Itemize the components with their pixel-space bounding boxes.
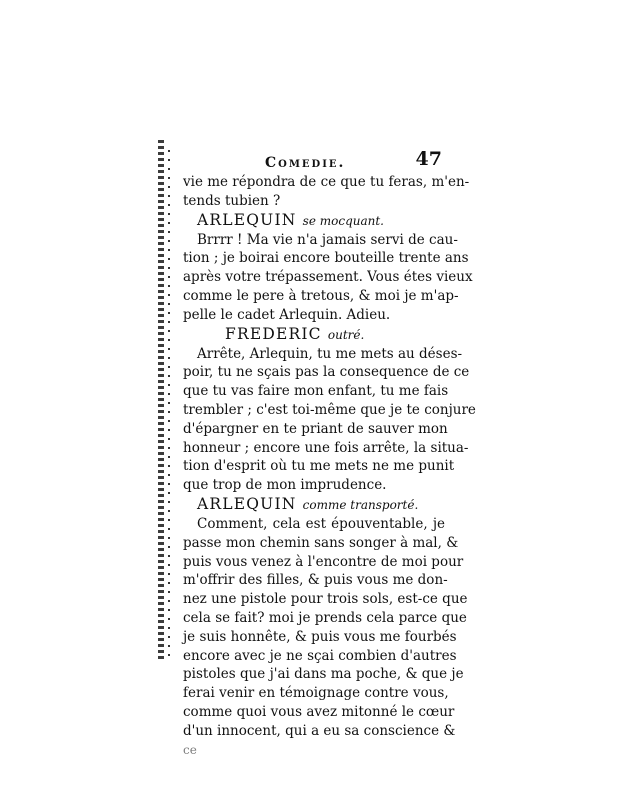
text-line: m'offrir des filles, & puis vous me don- [183, 572, 448, 589]
text-line: je suis honnête, & puis vous me fourbés [183, 628, 457, 645]
text-line: Arrête, Arlequin, tu me mets au déses- [197, 345, 463, 362]
stage-direction: outré. [327, 327, 365, 342]
text-line: tends tubien ? [183, 192, 281, 209]
text-line: Brrrr ! Ma vie n'a jamais servi de cau- [197, 231, 458, 248]
text-line: honneur ; encore une fois arrête, la situa- [183, 439, 469, 456]
text-line: vie me répondra de ce que tu feras, m'en- [183, 174, 470, 190]
text-line: après votre trépassement. Vous étes vieux [183, 269, 473, 286]
stage-direction: comme transporté. [302, 497, 419, 512]
text-line: tion d'esprit où tu me mets ne me punit [183, 458, 455, 475]
text-line: nez une pistole pour trois sols, est-ce que [183, 591, 468, 608]
text-line: cela se fait? moi je prends cela parce que [183, 609, 467, 626]
text-line: comme le pere à tretous, & moi je m'ap- [183, 287, 459, 304]
text-line: pistoles que j'ai dans ma poche, & que je [183, 666, 464, 683]
text-line: encore avec je ne sçai combien d'autres [183, 647, 457, 664]
speaker-heading-arlequin [183, 211, 445, 231]
text-line: que trop de mon imprudence. [183, 477, 387, 494]
text-line: comme quoi vous avez mitonné le cœur [183, 703, 455, 720]
text-line: puis vous venez à l'encontre de moi pour [183, 553, 464, 570]
binding-stitch-marks [168, 150, 170, 660]
speaker-name: ARLEQUIN [197, 210, 297, 229]
page-number: 47 [415, 148, 442, 170]
stage-direction: se mocquant. [302, 213, 384, 228]
text-line: tion ; je boirai encore bouteille trente ans [183, 250, 469, 267]
catchword: ce [183, 742, 197, 757]
running-title: Comedie. [265, 155, 346, 171]
text-line: d'épargner en te priant de sauver mon [183, 420, 448, 437]
text-line: d'un innocent, qui a eu sa conscience & [183, 722, 456, 739]
text-line: trembler ; c'est toi-même que je te conjure [183, 401, 476, 418]
book-binding-edge [158, 140, 164, 660]
text-line: que tu vas faire mon enfant, tu me fais [183, 383, 449, 400]
text-line: poir, tu ne sçais pas la consequence de ce [183, 364, 470, 381]
speaker-heading-frederic [183, 325, 445, 345]
text-line: passe mon chemin sans songer à mal, & [183, 534, 459, 551]
speaker-name: FREDERIC [225, 324, 322, 343]
speaker-name: ARLEQUIN [197, 494, 297, 513]
page-header [183, 148, 445, 172]
text-line: pelle le cadet Arlequin. Adieu. [183, 306, 391, 323]
text-line: Comment, cela est épouventable, je [197, 515, 445, 532]
speaker-heading-arlequin [183, 495, 445, 515]
text-line: ferai venir en témoignage contre vous, [183, 685, 449, 702]
book-page [183, 148, 476, 759]
